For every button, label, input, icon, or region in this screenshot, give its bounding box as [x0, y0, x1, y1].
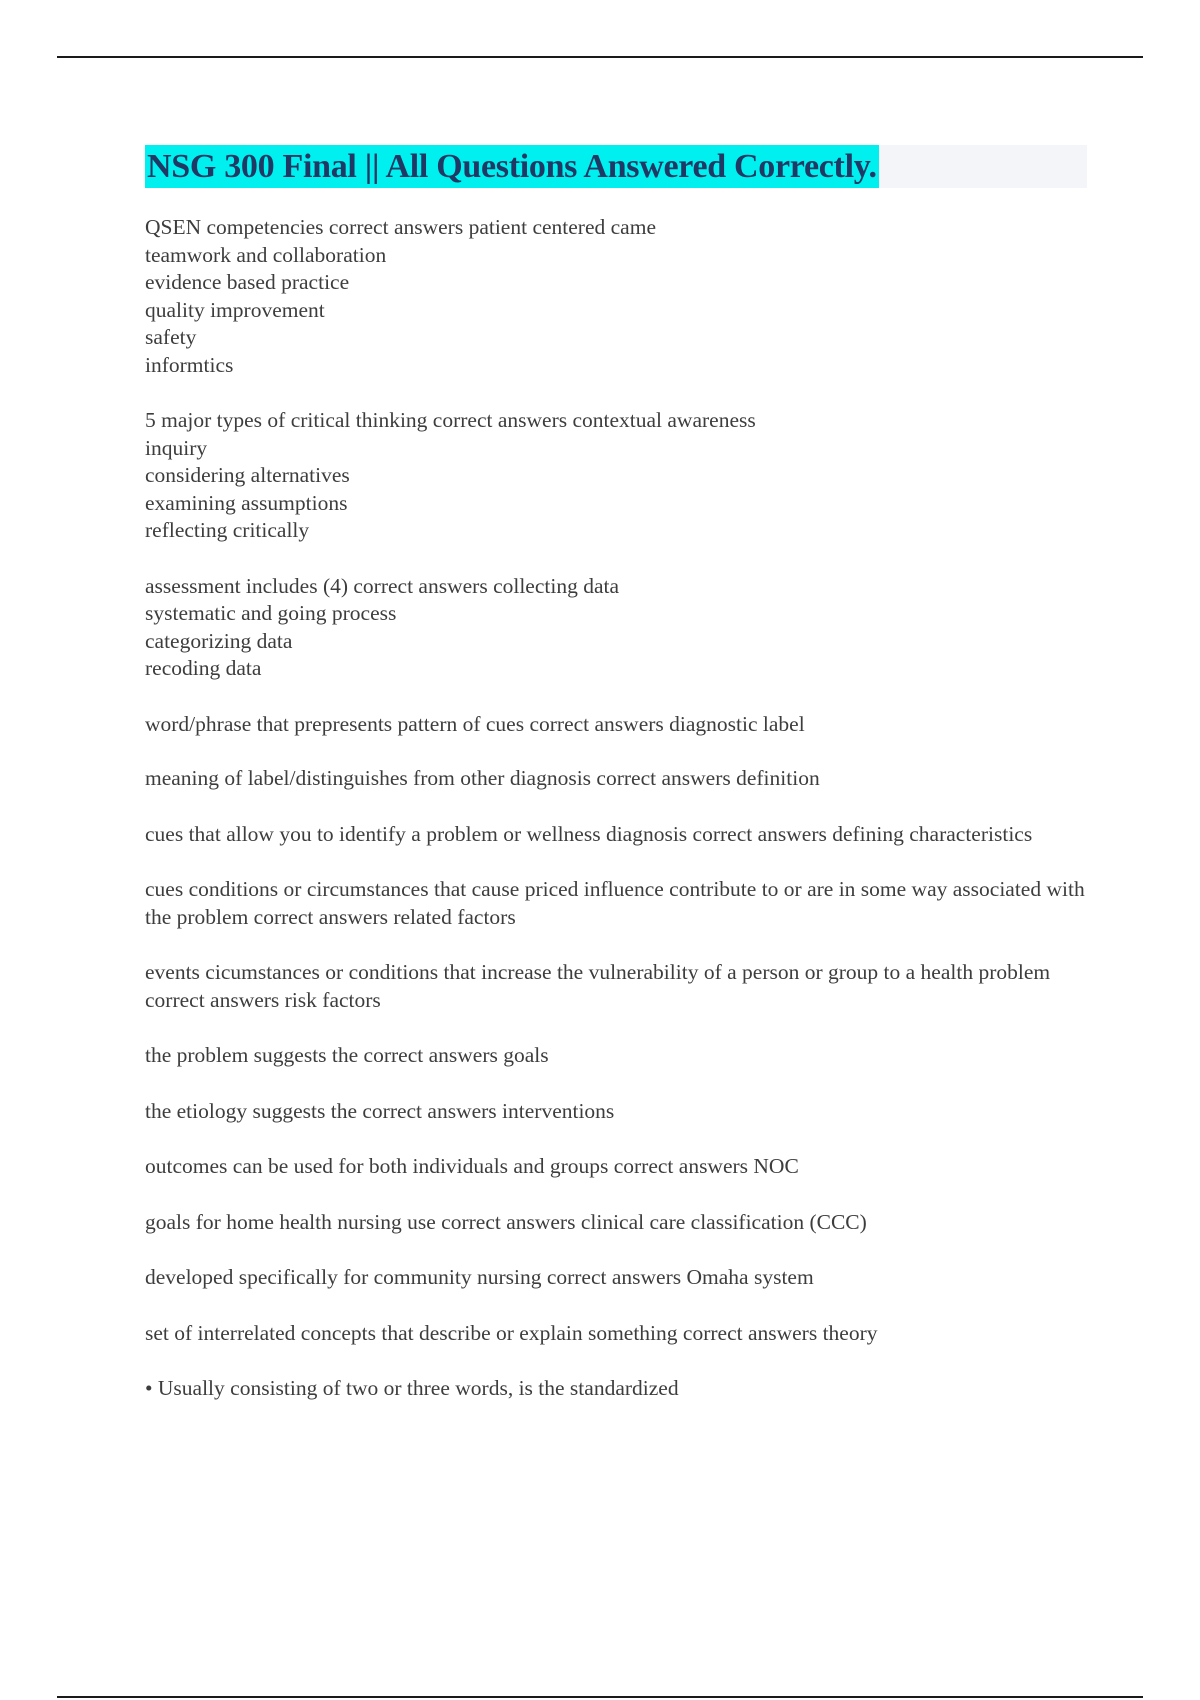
qa-text: cues that allow you to identify a problem or wellness diagnosis correct answers defining characteristics — [145, 821, 1033, 846]
qa-line: quality improvement — [145, 297, 325, 322]
qa-item-theory — [145, 1320, 1090, 1348]
qa-line: categorizing data — [145, 628, 293, 653]
qa-item-qsen — [145, 214, 1090, 379]
qa-line: 5 major types of critical thinking correct answers contextual awareness — [145, 408, 756, 432]
header-rule — [57, 56, 1143, 58]
qa-text: meaning of label/distinguishes from other diagnosis correct answers definition — [145, 766, 820, 790]
qa-text: the problem suggests the correct answers goals — [145, 1043, 549, 1067]
qa-line: informtics — [145, 352, 234, 377]
qa-line: QSEN competencies correct answers patient centered came — [145, 215, 656, 239]
qa-text: outcomes can be used for both individuals and groups correct answers NOC — [145, 1154, 799, 1178]
qa-item-assessment — [145, 573, 1090, 683]
qa-line: examining assumptions — [145, 490, 348, 515]
qa-item-ccc — [145, 1209, 1090, 1237]
qa-item-omaha — [145, 1264, 1090, 1292]
qa-line: safety — [145, 325, 197, 349]
qa-line: considering alternatives — [145, 463, 350, 487]
qa-item-related-factors — [145, 876, 1090, 931]
qa-list — [145, 214, 1090, 1431]
qa-item-risk-factors — [145, 959, 1090, 1014]
qa-text: events cicumstances or conditions that increase the vulnerability of a person or group to a health problem correct answers risk factors — [145, 960, 1051, 1012]
qa-line: systematic and going process — [145, 601, 397, 625]
qa-line: teamwork and collaboration — [145, 242, 387, 267]
qa-text: goals for home health nursing use correct answers clinical care classification (CCC) — [145, 1209, 867, 1234]
qa-line: evidence based practice — [145, 270, 350, 294]
document-title: NSG 300 Final || All Questions Answered Correctly. — [145, 145, 879, 188]
qa-item-definition — [145, 765, 1090, 793]
qa-item-critical-thinking — [145, 407, 1090, 545]
qa-item-bullet — [145, 1375, 1090, 1403]
qa-item-diagnostic-label — [145, 711, 1090, 739]
qa-text: word/phrase that prepresents pattern of cues correct answers diagnostic label — [145, 711, 805, 736]
qa-text: cues conditions or circumstances that cause priced influence contribute to or are in some way associated with the problem correct answers related factors — [145, 877, 1085, 929]
qa-text: • Usually consisting of two or three words, is the standardized — [145, 1376, 679, 1400]
qa-item-interventions — [145, 1098, 1090, 1126]
qa-text: set of interrelated concepts that describe or explain something correct answers theory — [145, 1320, 878, 1345]
qa-item-noc — [145, 1153, 1090, 1181]
qa-item-goals — [145, 1042, 1090, 1070]
qa-line: assessment includes (4) correct answers collecting data — [145, 573, 620, 598]
qa-line: recoding data — [145, 656, 262, 680]
qa-line: inquiry — [145, 435, 208, 460]
qa-text: developed specifically for community nursing correct answers Omaha system — [145, 1265, 814, 1289]
footer-rule — [57, 1696, 1143, 1698]
qa-text: the etiology suggests the correct answers interventions — [145, 1098, 615, 1123]
qa-line: reflecting critically — [145, 518, 310, 542]
qa-item-defining-characteristics — [145, 821, 1090, 849]
